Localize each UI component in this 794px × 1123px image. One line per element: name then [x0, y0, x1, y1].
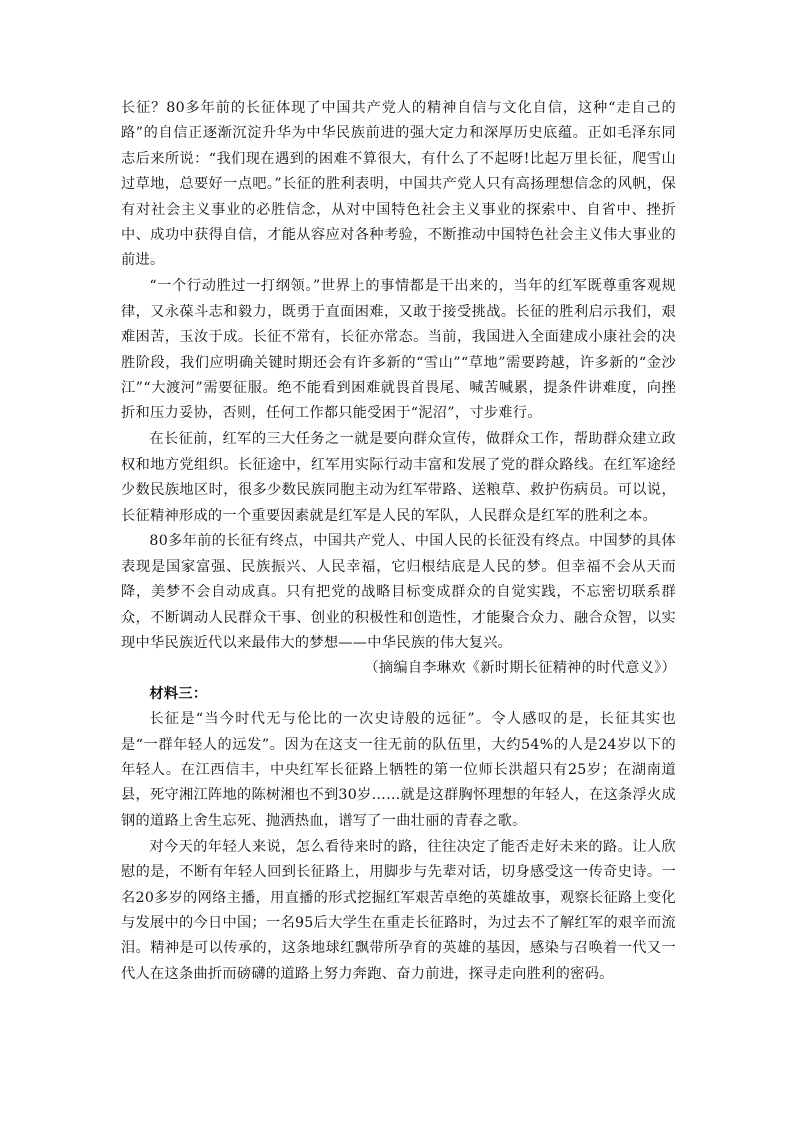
paragraph-action-over-programs: “一个行动胜过一打纲领。”世界上的事情都是干出来的，当年的红军既尊重客观规律，又永葆斗志和毅力，既勇于直面困难，又敢于接受挑战。长征的胜利启示我们，艰难困苦，玉汝于成。长征不常有，长征亦常态。当前，我国进入全面建成小康社会的决胜阶段，我们应明确关键时期还会有许多新的“雪山”“草地”需要跨越，许多新的“金沙江”“大渡河”需要征服。绝不能看到困难就畏首畏尾、喊苦喊累，提条件讲难度，向挫折和压力妥协，否则，任何工作都只能受困于“泥沼”，寸步难行。	[121, 278, 676, 422]
paragraph-mass-line: 在长征前，红军的三大任务之一就是要向群众宣传，做群众工作，帮助群众建立政权和地方党组织。长征途中，红军用实际行动丰富和发展了党的群众路线。在红军途经少数民族地区时，很多少数民族同胞主动为红军带路、送粮草、救护伤病员。可以说，长征精神形成的一个重要因素就是红军是人民的军队，人民群众是红军的胜利之本。	[121, 431, 676, 524]
paragraph-youth-today: 对今天的年轻人来说，怎么看待来时的路，往往决定了能否走好未来的路。让人欣慰的是，不断有年轻人回到长征路上，用脚步与先辈对话，切身感受这一传奇史诗。一名20多岁的网络主播，用直播的形式挖掘红军艰苦卓绝的英雄故事，观察长征路上变化与发展中的今日中国；一名95后大学生在重走长征路时，为过去不了解红军的艰辛而流泪。精神是可以传承的，这条地球红飘带所孕育的英雄的基因，感染与召唤着一代又一代人在这条曲折而磅礴的道路上努力奔跑、奋力前进，探寻走向胜利的密码。	[121, 838, 676, 982]
material-three-heading: 材料三：	[149, 685, 208, 702]
paragraph-chinese-dream: 80多年前的长征有终点，中国共产党人、中国人民的长征没有终点。中国梦的具体表现是国家富强、民族振兴、人民幸福，它归根结底是人民的梦。但幸福不会从天而降，美梦不会自动成真。只有把党的战略目标变成群众的自觉实践，不忘密切联系群众，不断调动人民群众干事、创业的积极性和创造性，才能聚合众力、融合众智，以实现中华民族近代以来最伟大的梦想——中华民族的伟大复兴。	[121, 533, 676, 652]
paragraph-young-people-expedition: 长征是“当今时代无与伦比的一次史诗般的远征”。令人感叹的是，长征其实也是“一群年轻人的远发”。因为在这支一往无前的队伍里，大约54%的人是24岁以下的年轻人。在江西信丰，中央红军长征路上牺牲的第一位师长洪超只有25岁；在湖南道县，死守湘江阵地的陈树湘也不到30岁……就是这群胸怀理想的年轻人，在这条浮火成钢的道路上舍生忘死、抛洒热血，谱写了一曲壮丽的青春之歌。	[121, 711, 676, 829]
document-page	[121, 96, 676, 987]
source-citation: （摘编自李琳欢《新时期长征精神的时代意义》）	[364, 660, 676, 677]
paragraph-long-march-confidence: 长征？80多年前的长征体现了中国共产党人的精神自信与文化自信，这种“走自己的路”的自信正逐渐沉淀升华为中华民族前进的强大定力和深厚历史底蕴。正如毛泽东同志后来所说：“我们现在遇到的困难不算很大，有什么了不起呀!比起万里长征，爬雪山过草地，总要好一点吧。”长征的胜利表明，中国共产党人只有高扬理想信念的风帆，保有对社会主义事业的必胜信念，从对中国特色社会主义事业的探索中、自省中、挫折中、成功中获得自信，才能从容应对各种考验，不断推动中国特色社会主义伟大事业的前进。	[121, 100, 676, 269]
